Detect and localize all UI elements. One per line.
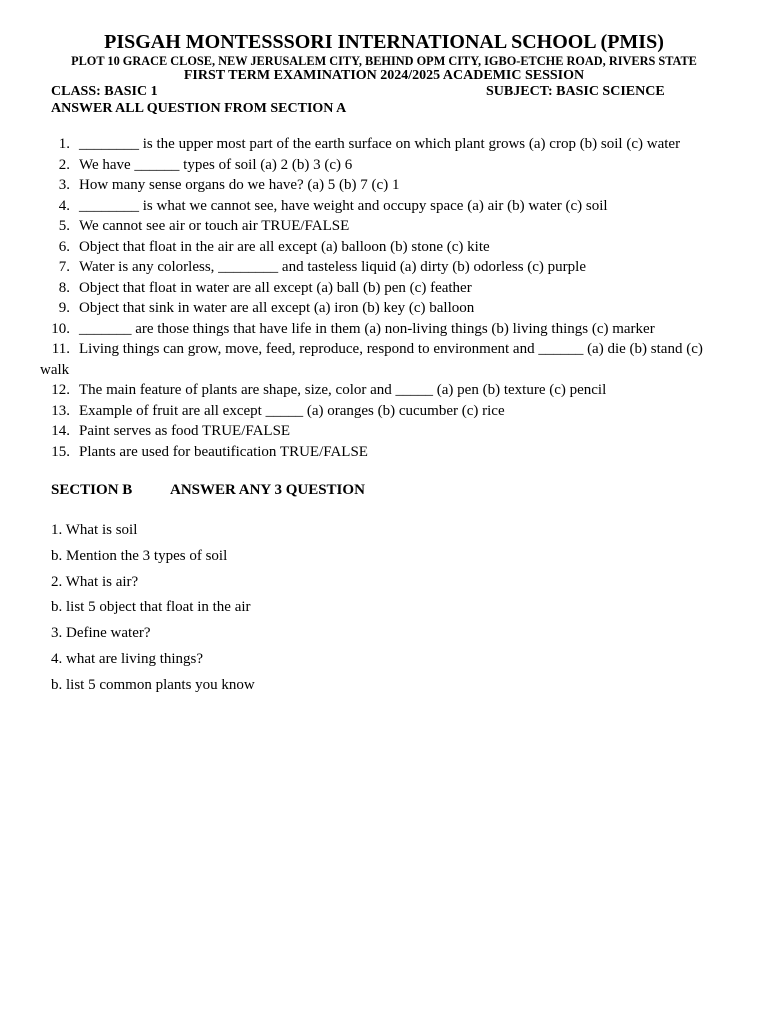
question-text: The main feature of plants are shape, size, color and _____ (a) pen (b) texture (c) pencil <box>79 382 607 398</box>
question-number: 4. <box>58 197 70 214</box>
question-text: Water is any colorless, ________ and tasteless liquid (a) dirty (b) odorless (c) purple <box>79 259 586 275</box>
question-item <box>40 196 730 217</box>
question-number: 8. <box>58 279 70 296</box>
question-item <box>40 421 730 442</box>
question-text: Paint serves as food TRUE/FALSE <box>79 423 291 439</box>
question-number: 10. <box>51 320 70 337</box>
question-text: We have ______ types of soil (a) 2 (b) 3 (c) 6 <box>79 156 353 173</box>
question-number: 2. <box>58 156 70 173</box>
question-number: 12. <box>51 382 70 398</box>
theory-question: b. list 5 object that float in the air <box>51 599 251 616</box>
question-number: 13. <box>51 402 70 419</box>
question-text: Object that float in water are all except (a) ball (b) pen (c) feather <box>79 279 472 296</box>
question-number: 3. <box>58 177 70 193</box>
question-text: Plants are used for beautification TRUE/FALSE <box>79 443 368 460</box>
question-number: 5. <box>58 218 70 234</box>
question-item <box>40 401 730 422</box>
question-item <box>40 134 730 155</box>
question-number: 6. <box>58 238 70 255</box>
theory-question: b. Mention the 3 types of soil <box>51 547 228 564</box>
question-item <box>40 257 730 278</box>
question-number: 1. <box>58 136 70 152</box>
question-text: ________ is the upper most part of the earth surface on which plant grows (a) crop (b) soil (c) water <box>79 136 681 152</box>
question-text: _______ are those things that have life in them (a) non-living things (b) living things (c) marker <box>79 320 655 337</box>
question-item <box>40 155 730 176</box>
question-number: 15. <box>51 443 70 460</box>
question-text: How many sense organs do we have? (a) 5 (b) 7 (c) 1 <box>79 177 400 193</box>
question-item <box>40 442 730 463</box>
question-item <box>40 237 730 258</box>
section-b-question-list <box>51 518 711 699</box>
question-number: 11. <box>51 341 70 357</box>
question-text: Object that sink in water are all except (a) iron (b) key (c) balloon <box>79 300 475 316</box>
question-text: Living things can grow, move, feed, reproduce, respond to environment and ______ (a) die (b) stand (c) <box>79 341 703 357</box>
school-address: PLOT 10 GRACE CLOSE, NEW JERUSALEM CITY, BEHIND OPM CITY, IGBO-ETCHE ROAD, RIVERS STATE <box>71 54 697 68</box>
theory-question: 2. What is air? <box>51 573 139 590</box>
question-number: 7. <box>58 259 70 275</box>
question-item <box>40 216 730 237</box>
subject-label: SUBJECT: BASIC SCIENCE <box>486 84 665 99</box>
question-item <box>40 380 730 401</box>
section-a-instruction: ANSWER ALL QUESTION FROM SECTION A <box>51 101 347 116</box>
school-name: PISGAH MONTESSSORI INTERNATIONAL SCHOOL (PMIS) <box>104 31 664 53</box>
question-text: We cannot see air or touch air TRUE/FALSE <box>79 218 350 234</box>
theory-question: 3. Define water? <box>51 625 151 642</box>
question-item <box>40 298 730 319</box>
section-b-instruction: ANSWER ANY 3 QUESTION <box>170 482 365 498</box>
question-text: ________ is what we cannot see, have weight and occupy space (a) air (b) water (c) soil <box>79 197 608 214</box>
section-a-question-list <box>40 134 730 462</box>
theory-question: 4. what are living things? <box>51 650 204 667</box>
question-item <box>40 278 730 299</box>
question-item <box>40 319 730 340</box>
theory-question: 1. What is soil <box>51 522 138 538</box>
question-text-continuation: walk <box>40 361 70 378</box>
question-number: 9. <box>58 300 70 316</box>
class-label: CLASS: BASIC 1 <box>51 84 158 99</box>
question-item <box>40 175 730 196</box>
question-text: Object that float in the air are all except (a) balloon (b) stone (c) kite <box>79 238 490 255</box>
question-text: Example of fruit are all except _____ (a) oranges (b) cucumber (c) rice <box>79 402 505 419</box>
theory-question: b. list 5 common plants you know <box>51 676 255 693</box>
question-number: 14. <box>51 423 70 439</box>
question-item <box>40 339 730 380</box>
section-b-title: SECTION B <box>51 482 133 498</box>
exam-title: FIRST TERM EXAMINATION 2024/2025 ACADEMIC SESSION <box>183 68 585 83</box>
